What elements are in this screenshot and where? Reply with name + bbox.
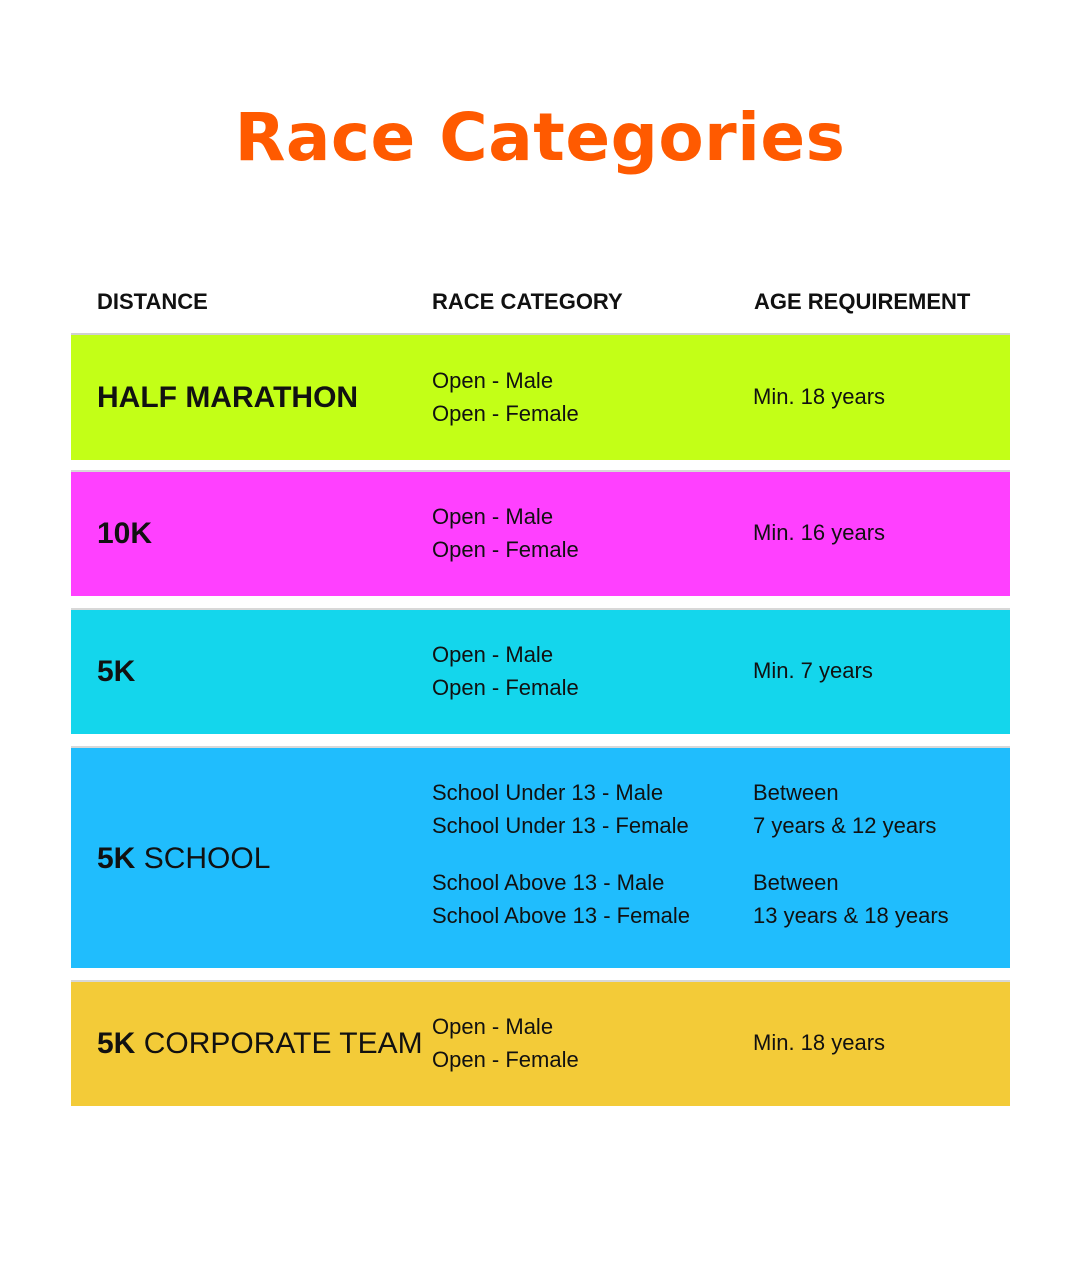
page-title: Race Categories xyxy=(234,99,846,176)
distance-label xyxy=(97,841,270,877)
race-category-cell xyxy=(432,1010,579,1076)
table-row-5k-school xyxy=(71,748,1010,968)
distance-bold-text: 10K xyxy=(97,517,153,550)
distance-bold-text: 5K xyxy=(97,655,136,688)
table-row-half-marathon xyxy=(71,335,1010,460)
distance-label xyxy=(97,654,135,690)
table-header xyxy=(71,287,1010,317)
header-age-requirement: AGE REQUIREMENT xyxy=(754,289,971,314)
distance-bold-text: 5K xyxy=(97,1027,136,1060)
age-line: 7 years & 12 years xyxy=(753,813,937,838)
category-line: School Under 13 - Female xyxy=(432,813,689,838)
age-line: Min. 7 years xyxy=(753,658,873,683)
distance-bold-text: 5K xyxy=(97,842,136,875)
header-distance: DISTANCE xyxy=(97,289,208,314)
distance-bold-text: HALF MARATHON xyxy=(97,381,359,414)
category-line: Open - Female xyxy=(432,537,579,562)
race-category-cell xyxy=(432,638,579,704)
category-line: Open - Female xyxy=(432,401,579,426)
age-line: Min. 16 years xyxy=(753,520,886,545)
category-line: Open - Male xyxy=(432,642,554,667)
age-line: 13 years & 18 years xyxy=(753,903,949,928)
table-row-10k xyxy=(71,472,1010,596)
category-line: Open - Male xyxy=(432,368,554,393)
category-line: School Above 13 - Male xyxy=(432,870,665,895)
table-row-5k-corporate-team xyxy=(71,982,1010,1106)
distance-label xyxy=(97,380,358,416)
age-line: Min. 18 years xyxy=(753,1030,886,1055)
race-category-cell xyxy=(432,500,579,566)
age-requirement-cell xyxy=(753,866,949,932)
age-line: Between xyxy=(753,780,839,805)
age-line: Between xyxy=(753,870,839,895)
age-requirement-cell xyxy=(753,1026,885,1059)
race-category-cell xyxy=(432,866,690,932)
category-line: School Under 13 - Male xyxy=(432,780,664,805)
category-line: Open - Male xyxy=(432,504,554,529)
table-row-5k xyxy=(71,610,1010,734)
race-category-cell xyxy=(432,364,579,430)
distance-label xyxy=(97,1026,423,1062)
age-requirement-cell xyxy=(753,516,885,549)
distance-label xyxy=(97,516,152,552)
age-requirement-cell xyxy=(753,654,873,687)
age-requirement-cell xyxy=(753,380,885,413)
distance-regular-text: SCHOOL xyxy=(143,842,271,875)
category-line: Open - Female xyxy=(432,1047,579,1072)
age-requirement-cell xyxy=(753,776,936,842)
age-line: Min. 18 years xyxy=(753,384,886,409)
category-line: School Above 13 - Female xyxy=(432,903,691,928)
header-race-category: RACE CATEGORY xyxy=(432,289,623,314)
category-line: Open - Female xyxy=(432,675,579,700)
race-category-cell xyxy=(432,776,689,842)
category-line: Open - Male xyxy=(432,1014,554,1039)
distance-regular-text: CORPORATE TEAM xyxy=(143,1027,423,1060)
